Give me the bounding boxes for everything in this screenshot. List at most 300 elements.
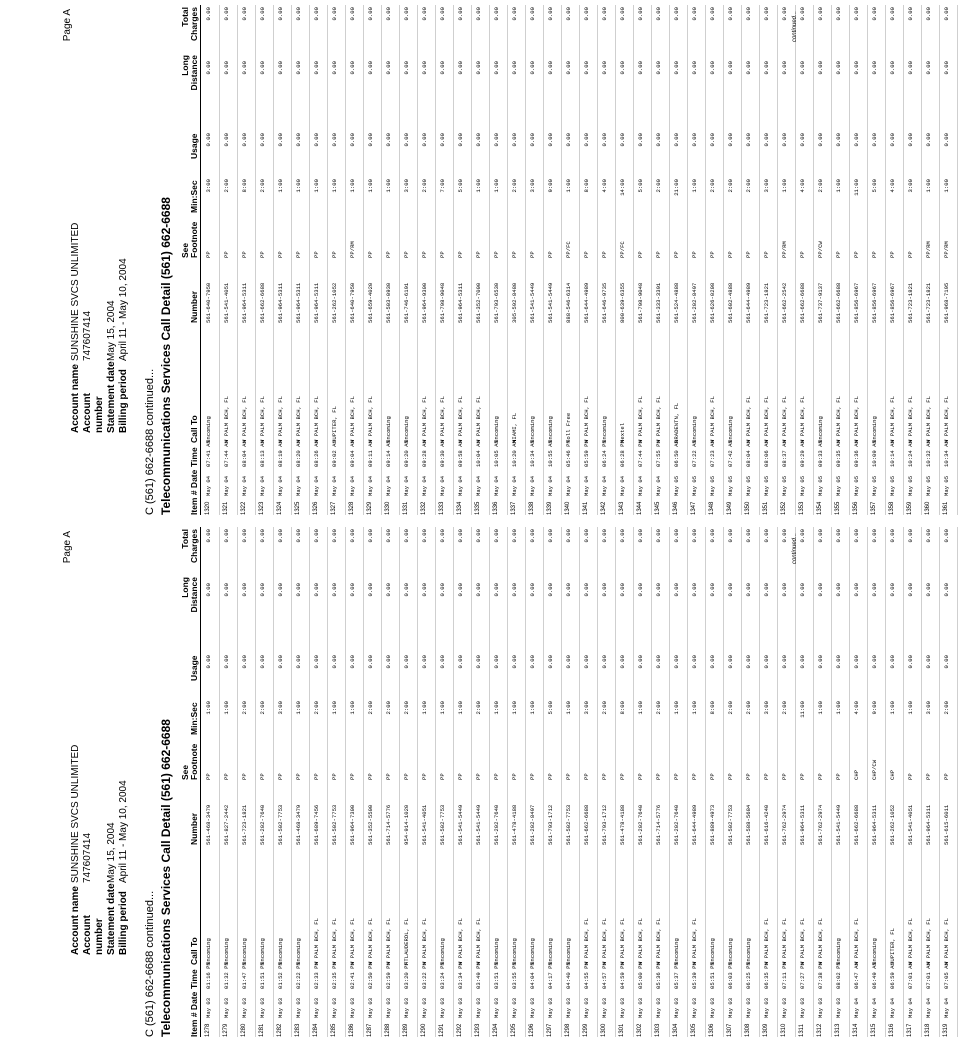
long-distance-charge: 0.00 [295,61,302,75]
footnote: PP [835,251,842,258]
table-row [742,527,760,1037]
table-row [220,5,238,515]
item-number: 1340 [565,501,571,515]
duration: 1:00 [691,701,698,715]
item-number: 1287 [367,1023,373,1037]
item-number: 1288 [385,1023,391,1037]
phone-number: 561-541-5449 [547,282,554,323]
call-time: 10:55 AM [547,440,554,467]
phone-number: 561-502-7753 [727,804,734,845]
duration: 2:00 [709,179,716,193]
usage-charge: 0.00 [727,133,734,147]
table-row [850,527,868,1037]
call-time: 03:22 PM [421,962,428,989]
table-row [310,527,328,1037]
duration: 3:00 [907,179,914,193]
duration: 1:00 [331,701,338,715]
long-distance-charge: 0.00 [241,583,248,597]
footnote: PP [295,251,302,258]
table-row [364,527,382,1037]
call-to: W PALM BCH, FL [367,918,374,965]
total-charge: 0.00 [745,529,752,543]
call-time: 07:41 AM [205,440,212,467]
phone-number: 561-478-4188 [619,804,626,845]
duration: 2:00 [259,701,266,715]
usage-charge: 0.00 [583,655,590,669]
call-date: May 05 [907,475,914,496]
call-to: Incoming [727,938,734,965]
call-time: 06:49 AM [871,962,878,989]
item-number: 1354 [817,501,823,515]
duration: 11:00 [853,179,860,196]
col-number: Number [189,812,199,845]
phone-number: 561-889-4973 [709,804,716,845]
total-charge: 0.00 [565,7,572,21]
total-charge: 0.00 [403,7,410,21]
item-number: 1307 [727,1023,733,1037]
long-distance-charge: 0.00 [439,583,446,597]
total-charge: 0.00 [259,529,266,543]
phone-number: 561-644-4989 [583,282,590,323]
phone-number: 561-662-2542 [781,282,788,323]
call-date: May 04 [529,475,536,496]
call-to: JUPITER, FL [889,928,896,965]
phone-number: 561-662-6688 [259,282,266,323]
phone-number: 561-964-5311 [871,804,878,845]
call-date: May 04 [295,475,302,496]
long-distance-charge: 0.00 [493,61,500,75]
phone-number: 305-592-8480 [511,282,518,323]
total-charge: 0.00 [493,7,500,21]
call-to: W PALM BCH, FL [277,396,284,443]
usage-charge: 0.00 [871,133,878,147]
footnote: PP [547,773,554,780]
account-info [70,223,130,433]
col-usage: Usage [189,133,199,159]
call-time: 09:02 AM [331,440,338,467]
call-date: May 03 [817,997,824,1018]
table-row [832,527,850,1037]
call-time: 09:14 AM [385,440,392,467]
call-time: 07:01 AM [925,962,932,989]
call-to: W PALM BCH, FL [907,918,914,965]
call-to: W PALM BCH, FL [943,918,950,965]
table-row [886,527,904,1037]
col-total-charges: Total Charges [180,528,199,563]
footnote: PP [511,251,518,258]
long-distance-charge: 0.00 [259,61,266,75]
item-number: 1280 [241,1023,247,1037]
call-time: 07:11 PM [781,962,788,989]
billing-period-label: Billing period [118,369,129,433]
call-to: W PALM BCH, FL [799,396,806,443]
usage-charge: 0.00 [493,655,500,669]
footnote: PP [529,251,536,258]
call-date: May 04 [943,997,950,1018]
duration: 1:00 [439,701,446,715]
long-distance-charge: 0.00 [277,61,284,75]
long-distance-charge: 0.00 [547,61,554,75]
statement-date-label: Statement date [106,883,117,955]
footnote: PP [907,773,914,780]
call-to: W PALM BCH, FL [817,918,824,965]
item-number: 1312 [817,1023,823,1037]
item-number: 1291 [439,1023,445,1037]
call-to: W PALM BCH, FL [619,918,626,965]
item-number: 1282 [277,1023,283,1037]
long-distance-charge: 0.00 [511,61,518,75]
call-time: 03:24 PM [439,962,446,989]
duration: 2:00 [727,179,734,193]
footnote: PP [259,773,266,780]
total-charge: 0.00 [295,529,302,543]
footnote: PP [277,773,284,780]
item-number: 1303 [655,1023,661,1037]
usage-charge: 0.00 [799,655,806,669]
table-row [418,5,436,515]
call-date: May 03 [529,997,536,1018]
item-number: 1284 [313,1023,319,1037]
usage-charge: 0.00 [835,655,842,669]
long-distance-charge: 0.00 [943,61,950,75]
table-row [868,5,886,515]
phone-number: 561-964-5311 [799,804,806,845]
call-to: Incoming [277,938,284,965]
total-charge: 0.00 [439,529,446,543]
call-time: 02:35 PM [331,962,338,989]
table-row [940,5,958,515]
phone-number: 561-541-5449 [457,804,464,845]
call-to: W PALM BCH, FL [799,918,806,965]
long-distance-charge: 0.00 [871,583,878,597]
phone-number: 561-202-7640 [637,804,644,845]
usage-charge: 0.00 [601,655,608,669]
item-number: 1351 [763,501,769,515]
phone-number: 561-202-8497 [691,282,698,323]
call-to: Incoming [709,938,716,965]
table-row [256,5,274,515]
item-number: 1339 [547,501,553,515]
continued-footer: continued... [792,11,798,43]
long-distance-charge: 0.00 [313,583,320,597]
call-time: 10:34 AM [943,440,950,467]
table-row [634,5,652,515]
phone-number: 561-964-5311 [295,282,302,323]
call-time: 03:49 PM [475,962,482,989]
footnote: PP/RM [349,241,356,258]
call-to: W PALM BCH, FL [439,396,446,443]
call-time: 06:25 PM [745,962,752,989]
footnote: PP [223,251,230,258]
call-date: May 05 [781,475,788,496]
statement-page-left [0,525,950,1043]
long-distance-charge: 0.00 [691,583,698,597]
usage-charge: 0.00 [367,133,374,147]
page-label: Page A [62,9,73,42]
duration: 5:00 [637,179,644,193]
table-row [904,527,922,1037]
item-number: 1285 [331,1023,337,1037]
footnote: PP [691,773,698,780]
usage-charge: 0.00 [529,133,536,147]
call-date: May 03 [475,997,482,1018]
total-charge: 0.00 [709,7,716,21]
item-number: 1323 [259,501,265,515]
total-charge: 0.00 [601,7,608,21]
call-to: W PALM BCH, FL [223,396,230,443]
table-row [346,527,364,1037]
usage-charge: 0.00 [637,655,644,669]
duration: 2:00 [745,701,752,715]
item-number: 1325 [295,501,301,515]
total-charge: 0.00 [655,529,662,543]
footnote: CHP [853,769,860,780]
call-date: May 05 [763,475,770,496]
usage-charge: 0.00 [385,655,392,669]
long-distance-charge: 0.00 [511,583,518,597]
call-date: May 03 [439,997,446,1018]
phone-number: 561-964-5311 [457,282,464,323]
call-date: May 05 [709,475,716,496]
call-date: May 03 [763,997,770,1018]
total-charge: 0.00 [925,529,932,543]
phone-number: 561-689-7456 [313,804,320,845]
long-distance-charge: 0.00 [295,583,302,597]
call-to: W PALM BCH, FL [925,918,932,965]
usage-charge: 0.00 [583,133,590,147]
long-distance-charge: 0.00 [601,61,608,75]
footnote: PP [421,773,428,780]
continued-footer: continued... [792,533,798,565]
call-to: Incoming [547,938,554,965]
phone-number: 561-762-2974 [817,804,824,845]
item-number: 1313 [835,1023,841,1037]
long-distance-charge: 0.00 [457,583,464,597]
table-row [292,527,310,1037]
call-time: 05:46 PM [565,440,572,467]
call-to: W PALM BCH, FL [457,918,464,965]
duration: 1:00 [349,179,356,193]
footnote: PP [385,251,392,258]
long-distance-charge: 0.00 [241,61,248,75]
item-number: 1346 [673,501,679,515]
long-distance-charge: 0.00 [673,583,680,597]
footnote: PP [691,251,698,258]
col-min-sec: Min:Sec [189,180,199,213]
call-date: May 05 [925,475,932,496]
usage-charge: 0.00 [547,655,554,669]
call-time: 06:50 AM [673,440,680,467]
table-row [832,5,850,515]
phone-number: 561-662-6688 [799,282,806,323]
call-time: 09:33 AM [817,440,824,467]
phone-number: 561-615-6011 [943,804,950,845]
item-number: 1294 [493,1023,499,1037]
table-row [436,5,454,515]
phone-number: 561-964-5311 [277,282,284,323]
item-number: 1322 [241,501,247,515]
duration: 4:00 [853,701,860,715]
call-time: 06:59 AM [889,962,896,989]
total-charge: 0.00 [727,529,734,543]
call-to: Incoming [547,416,554,443]
item-number: 1320 [205,501,211,515]
call-to: Incoming [691,416,698,443]
long-distance-charge: 0.00 [925,61,932,75]
long-distance-charge: 0.00 [925,583,932,597]
call-to: Incoming [205,938,212,965]
footnote: PP [709,773,716,780]
long-distance-charge: 0.00 [493,583,500,597]
phone-number: 561-262-1052 [889,804,896,845]
call-date: May 04 [619,475,626,496]
call-time: 08:02 PM [835,962,842,989]
long-distance-charge: 0.00 [889,61,896,75]
total-charge: 0.00 [781,529,788,543]
call-date: May 05 [853,475,860,496]
item-number: 1308 [745,1023,751,1037]
call-to: BRADENTN, FL [673,402,680,443]
long-distance-charge: 0.00 [205,61,212,75]
usage-charge: 0.00 [259,133,266,147]
call-time: 04:59 PM [619,962,626,989]
total-charge: 0.00 [817,529,824,543]
billing-period: April 11 - May 10, 2004 [118,780,129,883]
total-charge: 0.00 [493,529,500,543]
total-charge: 0.00 [475,529,482,543]
duration: 1:00 [295,701,302,715]
call-time: 08:19 AM [277,440,284,467]
item-number: 1318 [925,1023,931,1037]
call-to: Incoming [385,416,392,443]
usage-charge: 0.00 [817,133,824,147]
call-to: W PALM BCH, FL [421,918,428,965]
call-date: May 03 [619,997,626,1018]
call-time: 05:51 PM [709,962,716,989]
total-charge: 0.00 [313,7,320,21]
footnote: PP [205,251,212,258]
call-time: 10:04 AM [475,440,482,467]
total-charge: 0.00 [889,7,896,21]
item-number: 1289 [403,1023,409,1037]
item-number: 1293 [475,1023,481,1037]
long-distance-charge: 0.00 [367,583,374,597]
call-table [202,527,958,1037]
phone-number: 561-762-2974 [781,804,788,845]
phone-number: 561-793-6530 [493,282,500,323]
call-date: May 05 [817,475,824,496]
call-date: May 04 [565,475,572,496]
duration: 9:00 [547,179,554,193]
call-time: 08:37 AM [781,440,788,467]
phone-number: 561-541-5449 [475,804,482,845]
phone-number: 561-478-4188 [511,804,518,845]
long-distance-charge: 0.00 [835,61,842,75]
total-charge: 0.00 [655,7,662,21]
total-charge: 0.00 [259,7,266,21]
duration: 1:00 [493,179,500,193]
call-to: Incoming [439,938,446,965]
usage-charge: 0.00 [439,133,446,147]
call-time: 10:20 AM [511,440,518,467]
long-distance-charge: 0.00 [889,583,896,597]
call-to: W PALM BCH, FL [367,396,374,443]
phone-number: 561-793-1712 [601,804,608,845]
total-charge: 0.00 [583,7,590,21]
table-row [544,5,562,515]
duration: 2:00 [385,701,392,715]
usage-charge: 0.00 [241,655,248,669]
total-charge: 0.00 [385,7,392,21]
total-charge: 0.00 [277,529,284,543]
long-distance-charge: 0.00 [223,583,230,597]
phone-number: 561-644-4989 [691,804,698,845]
phone-number: 561-662-6688 [835,282,842,323]
table-row [310,5,328,515]
phone-number: 561-723-1821 [763,282,770,323]
usage-charge: 0.00 [745,655,752,669]
total-charge: 0.00 [691,529,698,543]
item-number: 1298 [565,1023,571,1037]
duration: 4:00 [601,179,608,193]
total-charge: 0.00 [619,7,626,21]
usage-charge: 0.00 [781,133,788,147]
phone-number: 561-659-4020 [367,282,374,323]
call-to: W PALM BCH, FL [349,918,356,965]
table-row [526,527,544,1037]
phone-number: 561-352-7000 [475,282,482,323]
long-distance-charge: 0.00 [709,61,716,75]
duration: 1:00 [565,701,572,715]
total-charge: 0.00 [421,529,428,543]
usage-charge: 0.00 [331,133,338,147]
item-number: 1329 [367,501,373,515]
usage-charge: 0.00 [205,655,212,669]
total-charge: 0.00 [349,7,356,21]
page-label: Page A [62,531,73,564]
call-to: W PALM BCH, FL [421,396,428,443]
call-date: May 04 [241,475,248,496]
total-charge: 0.00 [475,7,482,21]
long-distance-charge: 0.00 [709,583,716,597]
item-number: 1341 [583,501,589,515]
item-number: 1347 [691,501,697,515]
usage-charge: 0.00 [223,133,230,147]
call-time: 07:44 PM [637,440,644,467]
call-time: 08:04 AM [745,440,752,467]
table-row [922,5,940,515]
long-distance-charge: 0.00 [385,583,392,597]
table-row [796,527,814,1037]
table-row [490,527,508,1037]
call-date: May 05 [799,475,806,496]
phone-number: 561-798-9048 [637,282,644,323]
phone-number: 561-502-7753 [565,804,572,845]
item-number: 1290 [421,1023,427,1037]
call-to: Incoming [871,938,878,965]
long-distance-charge: 0.00 [943,583,950,597]
duration: 2:00 [817,179,824,193]
table-row [436,527,454,1037]
duration: 2:00 [241,701,248,715]
call-date: May 05 [889,475,896,496]
table-row [346,5,364,515]
phone-number: 888-546-6314 [565,282,572,323]
footnote: PP [331,251,338,258]
long-distance-charge: 0.00 [529,583,536,597]
call-time: 08:20 AM [295,440,302,467]
phone-number: 561-502-7753 [439,804,446,845]
